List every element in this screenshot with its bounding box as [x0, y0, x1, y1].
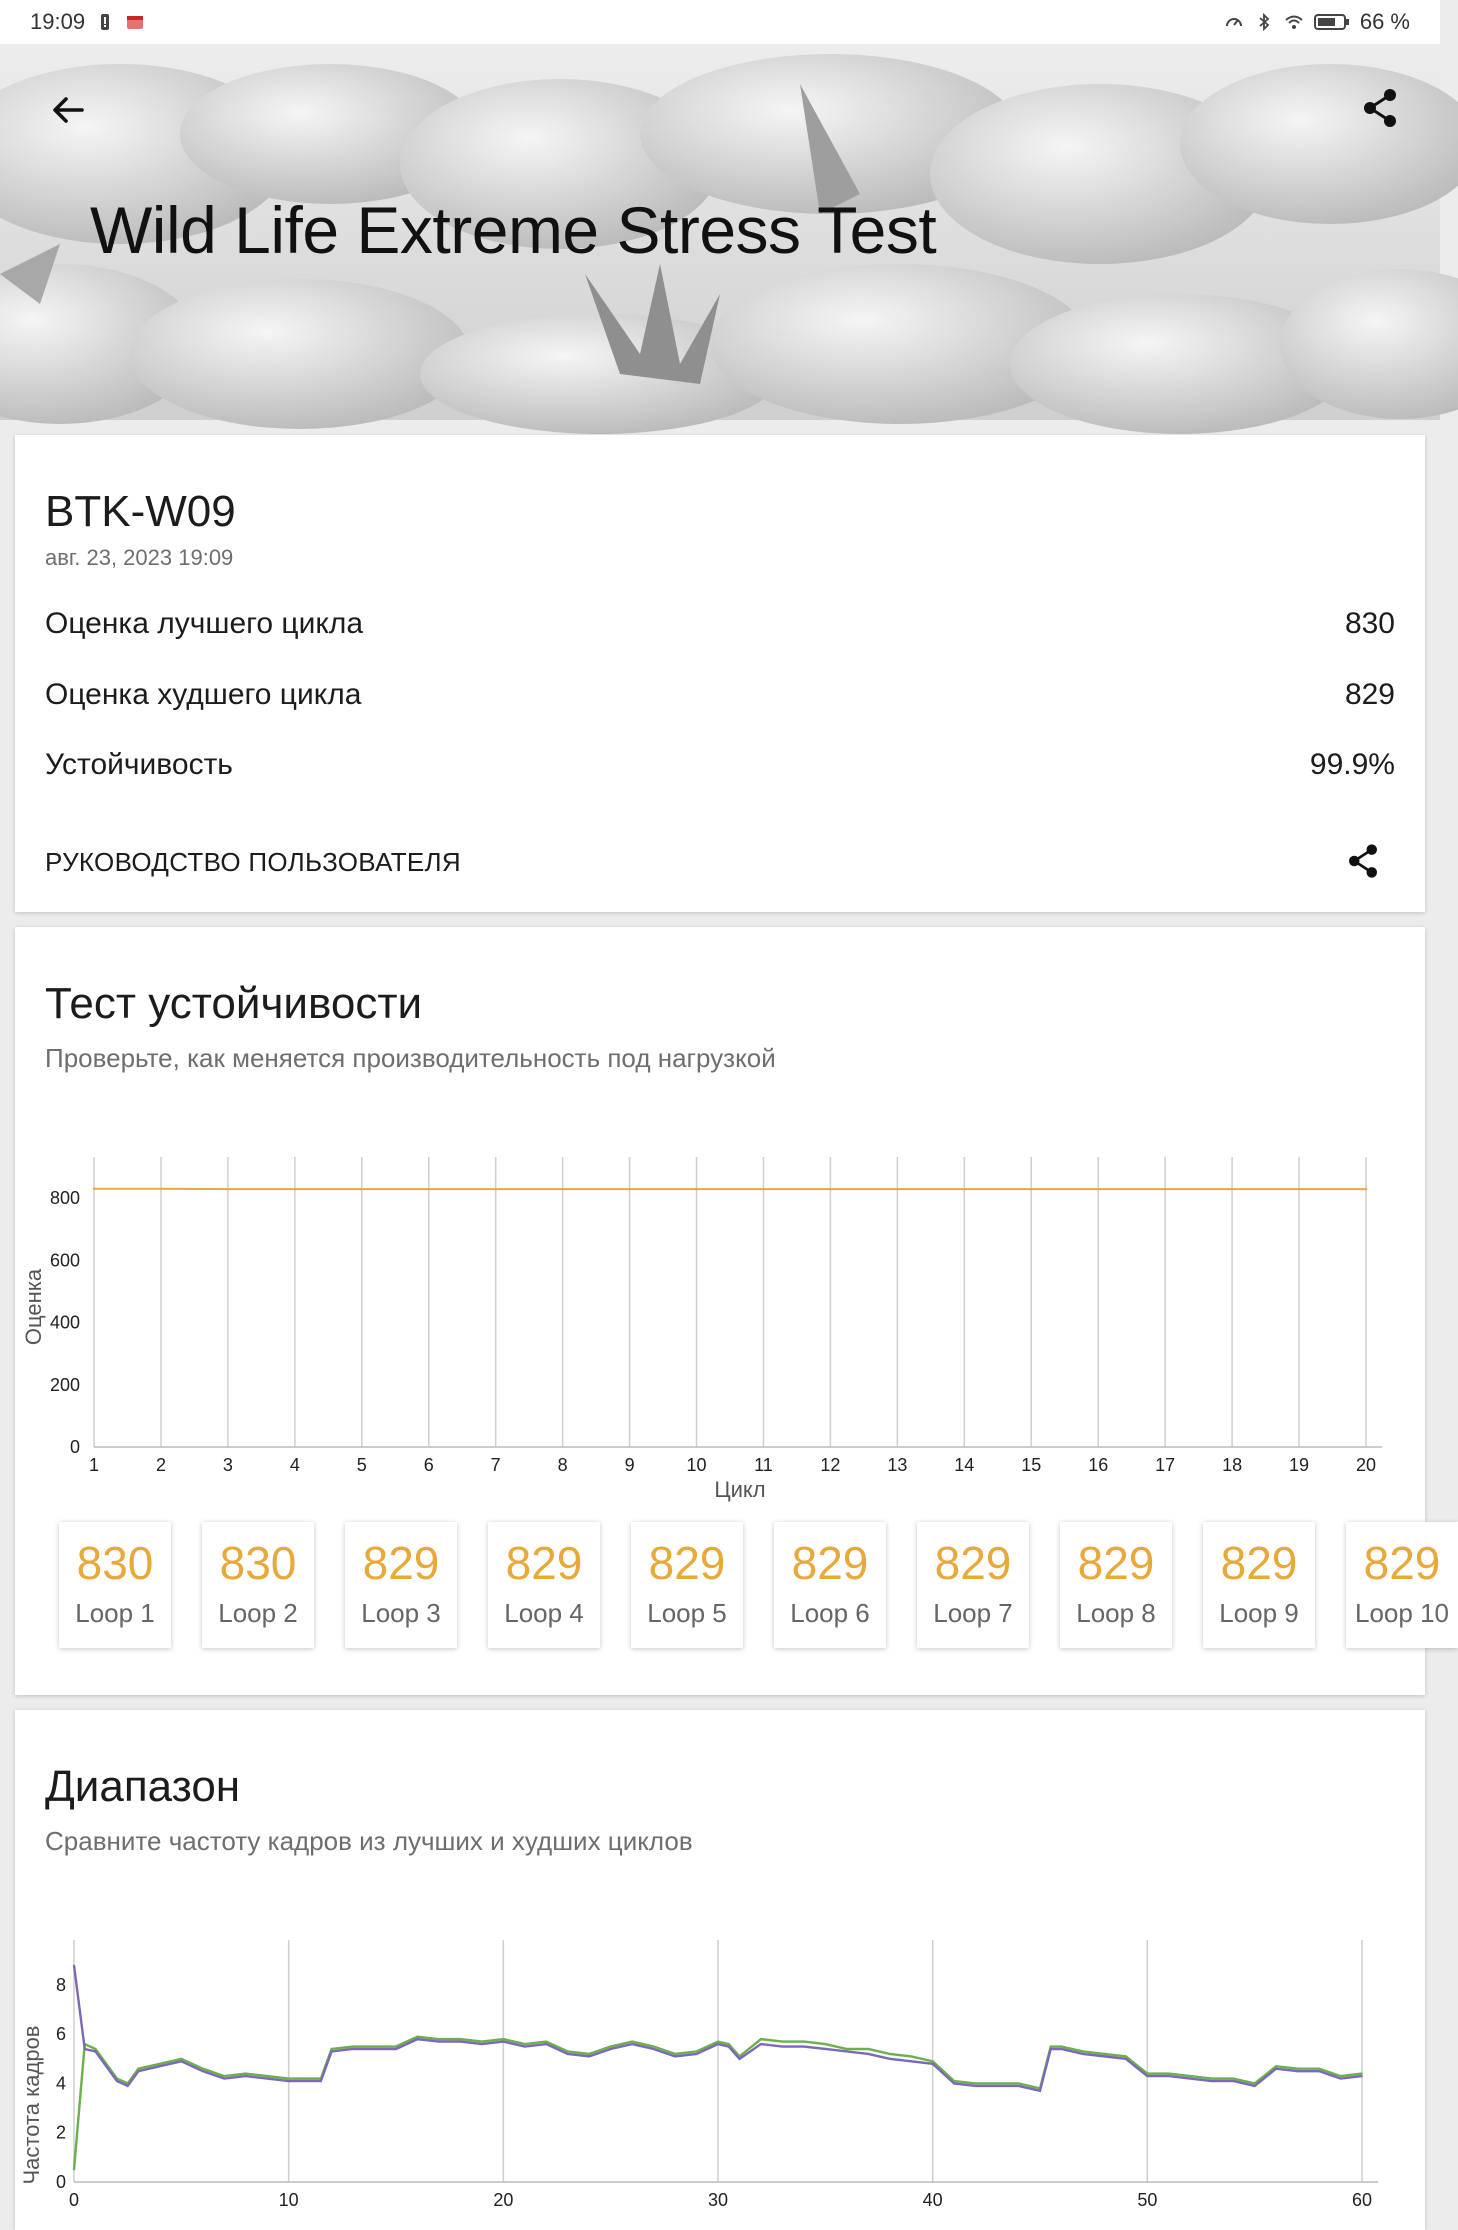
x-tick-label: 9	[625, 1455, 635, 1475]
x-tick-label: 2	[156, 1455, 166, 1475]
loop-score: 829	[1203, 1540, 1315, 1586]
x-tick-label: 14	[954, 1455, 974, 1475]
score-point	[361, 1188, 363, 1190]
best-loop-point	[159, 2063, 161, 2065]
best-loop-point	[545, 2041, 547, 2043]
y-tick-label: 4	[56, 2073, 66, 2093]
worst-loop-point	[1061, 2048, 1063, 2050]
worst-loop-point	[696, 2053, 698, 2055]
best-loop-point	[1340, 2075, 1342, 2077]
x-tick-label: 15	[1021, 1455, 1041, 1475]
score-point	[829, 1188, 831, 1190]
best-loop-point	[631, 2041, 633, 2043]
best-loop-point	[73, 2169, 75, 2171]
worst-loop-point	[867, 2053, 869, 2055]
loop-card[interactable]	[631, 1522, 743, 1648]
y-tick-label: 6	[56, 2024, 66, 2044]
score-point	[628, 1188, 630, 1190]
score-point	[428, 1188, 430, 1190]
worst-loop-point	[138, 2070, 140, 2072]
x-tick-label: 20	[493, 2190, 513, 2210]
worst-loop-row	[45, 678, 1395, 712]
x-tick-label: 17	[1155, 1455, 1175, 1475]
score-point	[93, 1188, 95, 1190]
worst-loop-point	[910, 2061, 912, 2063]
best-loop-point	[674, 2053, 676, 2055]
x-tick-label: 60	[1352, 2190, 1372, 2210]
best-loop-point	[717, 2041, 719, 2043]
share-result-icon[interactable]	[1342, 840, 1384, 882]
best-loop-point	[417, 2036, 419, 2038]
range-section-title: Диапазон	[45, 1762, 240, 1812]
score-point	[1298, 1188, 1300, 1190]
score-point	[762, 1188, 764, 1190]
worst-loop-point	[975, 2085, 977, 2087]
best-loop-point	[352, 2046, 354, 2048]
best-loop-point	[653, 2046, 655, 2048]
x-tick-label: 10	[279, 2190, 299, 2210]
best-loop-point	[1189, 2075, 1191, 2077]
best-loop-point	[1168, 2073, 1170, 2075]
x-tick-label: 5	[357, 1455, 367, 1475]
best-loop-point	[503, 2038, 505, 2040]
x-tick-label: 4	[290, 1455, 300, 1475]
worst-loop-point	[503, 2041, 505, 2043]
score-point	[963, 1188, 965, 1190]
best-loop-point	[1232, 2078, 1234, 2080]
worst-loop-point	[395, 2048, 397, 2050]
speed-icon	[1224, 12, 1244, 32]
x-tick-label: 40	[923, 2190, 943, 2210]
worst-loop-point	[588, 2056, 590, 2058]
best-loop-point	[1018, 2083, 1020, 2085]
worst-loop-point	[996, 2085, 998, 2087]
worst-loop-point	[1168, 2075, 1170, 2077]
wifi-icon	[1284, 12, 1304, 32]
x-tick-label: 0	[69, 2190, 79, 2210]
score-point	[1030, 1188, 1032, 1190]
best-loop-point	[610, 2046, 612, 2048]
worst-loop-point	[825, 2048, 827, 2050]
stability-row	[45, 748, 1395, 782]
worst-loop-label: Оценка худшего цикла	[45, 678, 361, 712]
best-loop-point	[975, 2083, 977, 2085]
y-tick-label: 2	[56, 2123, 66, 2143]
score-point	[160, 1188, 162, 1190]
loop-card[interactable]	[59, 1522, 171, 1648]
worst-loop-point	[320, 2080, 322, 2082]
loop-card[interactable]	[488, 1522, 600, 1648]
device-name: BTK-W09	[45, 487, 236, 537]
best-loop-point	[1361, 2073, 1363, 2075]
best-loop-point	[245, 2073, 247, 2075]
worst-loop-point	[374, 2048, 376, 2050]
worst-loop-point	[932, 2063, 934, 2065]
range-section-subtitle: Сравните частоту кадров из лучших и худших циклов	[45, 1826, 693, 1857]
worst-loop-point	[1104, 2056, 1106, 2058]
best-loop-point	[728, 2043, 730, 2045]
stability-value: 99.9%	[1310, 748, 1395, 782]
best-loop-point	[95, 2048, 97, 2050]
score-point	[227, 1188, 229, 1190]
y-tick-label: 400	[50, 1313, 80, 1333]
x-tick-label: 20	[1356, 1455, 1376, 1475]
loop-score: 830	[59, 1540, 171, 1586]
worst-loop-point	[1361, 2075, 1363, 2077]
x-tick-label: 12	[820, 1455, 840, 1475]
best-loop-point	[1318, 2068, 1320, 2070]
y-tick-label: 800	[50, 1188, 80, 1208]
best-loop-point	[889, 2053, 891, 2055]
worst-loop-point	[782, 2046, 784, 2048]
x-tick-label: 19	[1289, 1455, 1309, 1475]
best-loop-point	[1297, 2068, 1299, 2070]
worst-loop-point	[245, 2075, 247, 2077]
loop-card[interactable]	[202, 1522, 314, 1648]
share-icon[interactable]	[1356, 84, 1404, 132]
x-tick-label: 7	[491, 1455, 501, 1475]
loop-label: Loop 4	[488, 1600, 600, 1626]
x-tick-label: 18	[1222, 1455, 1242, 1475]
x-tick-label: 3	[223, 1455, 233, 1475]
worst-loop-point	[116, 2080, 118, 2082]
status-bar	[0, 0, 1440, 44]
best-loop-point	[181, 2058, 183, 2060]
worst-loop-point	[610, 2048, 612, 2050]
worst-loop-point	[567, 2053, 569, 2055]
best-loop-point	[223, 2075, 225, 2077]
loop-label: Loop 8	[1060, 1600, 1172, 1626]
test-date: авг. 23, 2023 19:09	[45, 545, 233, 571]
worst-loop-point	[1189, 2078, 1191, 2080]
worst-loop-point	[545, 2043, 547, 2045]
worst-loop-point	[1297, 2070, 1299, 2072]
best-loop-point	[266, 2075, 268, 2077]
best-loop-point	[696, 2051, 698, 2053]
worst-loop-point	[73, 1964, 75, 1966]
loop-scores-strip[interactable]	[59, 1522, 1411, 1662]
worst-loop-point	[331, 2051, 333, 2053]
bluetooth-icon	[1254, 12, 1274, 32]
best-loop-point	[760, 2038, 762, 2040]
score-point	[561, 1188, 563, 1190]
worst-loop-point	[631, 2043, 633, 2045]
stability-label: Устойчивость	[45, 748, 233, 782]
loop-score: 829	[631, 1540, 743, 1586]
best-loop-row	[45, 607, 1395, 641]
worst-loop-point	[1082, 2053, 1084, 2055]
worst-loop-point	[352, 2048, 354, 2050]
loop-card[interactable]	[1203, 1522, 1315, 1648]
loop-label: Loop 9	[1203, 1600, 1315, 1626]
worst-loop-point	[1340, 2078, 1342, 2080]
worst-loop-point	[127, 2085, 129, 2087]
best-loop-value: 830	[1345, 607, 1395, 641]
range-chart-svg	[15, 1710, 1425, 2230]
worst-loop-point	[728, 2046, 730, 2048]
worst-loop-point	[1050, 2048, 1052, 2050]
worst-loop-point	[1254, 2085, 1256, 2087]
worst-loop-point	[1211, 2080, 1213, 2082]
best-loop-point	[1125, 2056, 1127, 2058]
battery-percent: 66 %	[1360, 9, 1410, 35]
score-point	[1231, 1188, 1233, 1190]
loop-label: Loop 10	[1346, 1600, 1458, 1626]
x-tick-label: 11	[754, 1455, 773, 1475]
stability-section-title: Тест устойчивости	[45, 979, 422, 1029]
best-loop-point	[1275, 2065, 1277, 2067]
loop-label: Loop 1	[59, 1600, 171, 1626]
score-point	[494, 1188, 496, 1190]
y-tick-label: 0	[56, 2172, 66, 2192]
worst-loop-point	[739, 2058, 741, 2060]
hero-header	[0, 44, 1440, 420]
x-tick-label: 6	[424, 1455, 434, 1475]
x-tick-label: 30	[708, 2190, 728, 2210]
loop-card[interactable]	[917, 1522, 1029, 1648]
stability-section-subtitle: Проверьте, как меняется производительность под нагрузкой	[45, 1043, 776, 1074]
best-loop-point	[202, 2068, 204, 2070]
loop-card[interactable]	[345, 1522, 457, 1648]
y-tick-label: 0	[70, 1437, 80, 1457]
back-arrow-icon[interactable]	[44, 86, 92, 134]
loop-label: Loop 6	[774, 1600, 886, 1626]
worst-loop-point	[717, 2043, 719, 2045]
result-summary-card	[15, 435, 1425, 912]
loop-score: 829	[1060, 1540, 1172, 1586]
loop-card[interactable]	[774, 1522, 886, 1648]
worst-loop-point	[1275, 2068, 1277, 2070]
worst-loop-point	[159, 2065, 161, 2067]
loop-label: Loop 3	[345, 1600, 457, 1626]
worst-loop-point	[653, 2048, 655, 2050]
range-card	[15, 1710, 1425, 2230]
battery-icon	[1314, 12, 1350, 32]
worst-loop-value: 829	[1345, 678, 1395, 712]
worst-loop-point	[1125, 2058, 1127, 2060]
worst-loop-point	[674, 2056, 676, 2058]
worst-loop-point	[803, 2046, 805, 2048]
best-loop-point	[309, 2078, 311, 2080]
best-loop-point	[481, 2041, 483, 2043]
x-axis-title: Цикл	[714, 1477, 765, 1502]
x-tick-label: 13	[887, 1455, 907, 1475]
best-loop-point	[1211, 2078, 1213, 2080]
loop-label: Loop 2	[202, 1600, 314, 1626]
best-loop-point	[1061, 2046, 1063, 2048]
user-guide-link[interactable]: РУКОВОДСТВО ПОЛЬЗОВАТЕЛЯ	[45, 847, 461, 878]
best-loop-point	[138, 2068, 140, 2070]
score-point	[1097, 1188, 1099, 1190]
loop-score: 829	[917, 1540, 1029, 1586]
best-loop-point	[910, 2056, 912, 2058]
best-loop-point	[846, 2048, 848, 2050]
status-time: 19:09	[30, 9, 85, 35]
best-loop-point	[567, 2051, 569, 2053]
best-loop-point	[867, 2048, 869, 2050]
x-tick-label: 50	[1137, 2190, 1157, 2210]
best-loop-point	[395, 2046, 397, 2048]
page-title: Wild Life Extreme Stress Test	[90, 192, 936, 268]
loop-label: Loop 7	[917, 1600, 1029, 1626]
x-tick-label: 1	[89, 1455, 99, 1475]
x-tick-label: 10	[687, 1455, 707, 1475]
worst-loop-point	[223, 2078, 225, 2080]
worst-loop-point	[1018, 2085, 1020, 2087]
best-loop-point	[438, 2038, 440, 2040]
worst-loop-point	[760, 2043, 762, 2045]
worst-loop-point	[309, 2080, 311, 2082]
score-point	[294, 1188, 296, 1190]
score-point	[896, 1188, 898, 1190]
loop-card[interactable]	[1346, 1522, 1458, 1648]
score-point	[1164, 1188, 1166, 1190]
score-point	[1365, 1188, 1367, 1190]
loop-card[interactable]	[1060, 1522, 1172, 1648]
y-tick-label: 200	[50, 1375, 80, 1395]
stability-test-card	[15, 927, 1425, 1695]
best-loop-point	[288, 2078, 290, 2080]
best-loop-point	[1082, 2051, 1084, 2053]
best-loop-point	[588, 2053, 590, 2055]
worst-loop-point	[84, 2048, 86, 2050]
score-point	[695, 1188, 697, 1190]
stability-chart-svg	[15, 927, 1425, 1507]
best-loop-point	[932, 2061, 934, 2063]
best-loop-label: Оценка лучшего цикла	[45, 607, 363, 641]
loop-score: 829	[774, 1540, 886, 1586]
best-loop-point	[782, 2041, 784, 2043]
worst-loop-point	[481, 2043, 483, 2045]
worst-loop-point	[889, 2058, 891, 2060]
worst-loop-point	[202, 2070, 204, 2072]
best-loop-point	[1104, 2053, 1106, 2055]
worst-loop-point	[524, 2046, 526, 2048]
worst-loop-point	[460, 2041, 462, 2043]
loop-score: 829	[488, 1540, 600, 1586]
y-tick-label: 8	[56, 1975, 66, 1995]
worst-loop-point	[288, 2080, 290, 2082]
worst-loop-point	[1147, 2075, 1149, 2077]
loop-score: 830	[202, 1540, 314, 1586]
best-loop-point	[996, 2083, 998, 2085]
best-loop-point	[460, 2038, 462, 2040]
y-tick-label: 600	[50, 1250, 80, 1270]
best-loop-point	[803, 2041, 805, 2043]
best-loop-point	[331, 2048, 333, 2050]
worst-loop-point	[181, 2061, 183, 2063]
loop-score: 829	[1346, 1540, 1458, 1586]
best-loop-point	[1050, 2046, 1052, 2048]
x-tick-label: 8	[558, 1455, 568, 1475]
worst-loop-point	[846, 2051, 848, 2053]
app-notification-icon	[125, 12, 145, 32]
alert-icon	[95, 12, 115, 32]
best-loop-point	[374, 2046, 376, 2048]
loop-score: 829	[345, 1540, 457, 1586]
worst-loop-point	[95, 2051, 97, 2053]
worst-loop-point	[266, 2078, 268, 2080]
best-loop-point	[825, 2043, 827, 2045]
worst-loop-point	[438, 2041, 440, 2043]
worst-loop-point	[1318, 2070, 1320, 2072]
best-loop-point	[524, 2043, 526, 2045]
worst-loop-point	[1232, 2080, 1234, 2082]
worst-loop-point	[953, 2083, 955, 2085]
x-tick-label: 16	[1088, 1455, 1108, 1475]
y-axis-title: Оценка	[21, 1268, 46, 1345]
loop-label: Loop 5	[631, 1600, 743, 1626]
y-axis-title: Частота кадров	[19, 2026, 44, 2185]
worst-loop-point	[417, 2038, 419, 2040]
worst-loop-point	[1039, 2090, 1041, 2092]
